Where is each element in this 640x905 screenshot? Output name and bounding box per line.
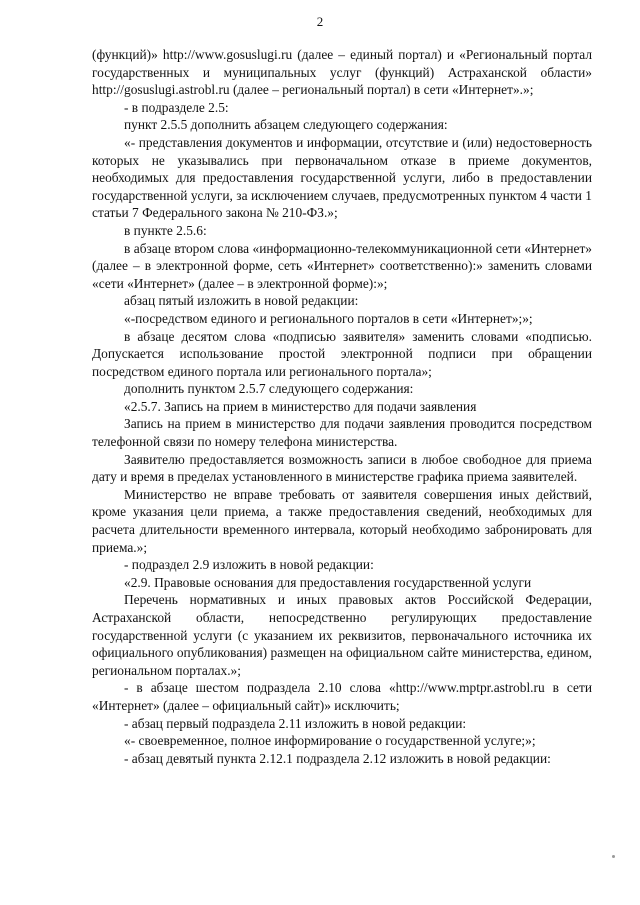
paragraph: в абзаце десятом слова «подписью заявителя» заменить словами «подписью. Допускается использование простой электронной подписи при обращении посредством единого портала или регионального портала»; (92, 328, 592, 379)
paragraph: дополнить пунктом 2.5.7 следующего содержания: (124, 381, 414, 397)
paragraph: «-посредством единого и регионального порталов в сети «Интернет»;»; (124, 310, 533, 326)
paragraph: (функций)» http://www.gosuslugi.ru (далее – единый портал) и «Региональный портал государственных и муниципальных услуг (функций) Астраханской области» http://gosuslugi.astrobl.ru (далее – региональный портал) в сети «Интернет».»; (92, 47, 592, 98)
paragraph: Министерство не вправе требовать от заявителя совершения иных действий, кроме указания цели приема, а также предоставления сведений, необходимых для расчета длительности временного интервала, который необходимо забронировать для приема.»; (92, 486, 592, 555)
paragraph: «- представления документов и информации, отсутствие и (или) недостоверность которых не указывались при первоначальном отказе в приеме документов, необходимых для предоставления государственной услуги, либо в предоставлении государственной услуги, за исключением случаев, предусмотренных пунктом 4 части 1 статьи 7 Федерального закона № 210-ФЗ.»; (92, 134, 592, 221)
paragraph: - подраздел 2.9 изложить в новой редакции: (124, 557, 374, 573)
paragraph: - в абзаце шестом подраздела 2.10 слова «http://www.mptpr.astrobl.ru в сети «Интернет» (далее – официальный сайт)» исключить; (92, 680, 592, 713)
paragraph: «2.9. Правовые основания для предоставления государственной услуги (124, 574, 532, 590)
paragraph: - абзац первый подраздела 2.11 изложить в новой редакции: (124, 715, 467, 731)
paragraph: Запись на прием в министерство для подачи заявления проводится посредством телефонной связи по номеру телефона министерства. (92, 416, 592, 450)
scan-speck (612, 855, 615, 858)
paragraph: пункт 2.5.5 дополнить абзацем следующего содержания: (124, 117, 448, 133)
document-body (92, 46, 592, 767)
paragraph: абзац пятый изложить в новой редакции: (124, 293, 359, 309)
paragraph: Перечень нормативных и иных правовых актов Российской Федерации, Астраханской области, непосредственно регулирующих предоставление государственной услуги (с указанием их реквизитов, первоначального источника их официального опубликования) размещен на официальном сайте министерства, едином, региональном порталах.»; (92, 592, 592, 678)
paragraph: - в подразделе 2.5: (124, 99, 229, 115)
paragraph: «- своевременное, полное информирование о государственной услуге;»; (124, 733, 536, 749)
paragraph: - абзац девятый пункта 2.12.1 подраздела 2.12 изложить в новой редакции: (124, 750, 551, 766)
paragraph: в абзаце втором слова «информационно-телекоммуникационной сети «Интернет» (далее – в электронной форме, сеть «Интернет» соответственно):» заменить словами «сети «Интернет» (далее – в электронной форме):»; (92, 240, 592, 291)
paragraph: в пункте 2.5.6: (124, 222, 207, 238)
page-number: 2 (316, 14, 324, 29)
paragraph: «2.5.7. Запись на прием в министерство для подачи заявления (124, 398, 477, 414)
paragraph: Заявителю предоставляется возможность записи в любое свободное для приема дату и время в пределах установленного в министерстве графика приема заявителей. (92, 451, 592, 485)
